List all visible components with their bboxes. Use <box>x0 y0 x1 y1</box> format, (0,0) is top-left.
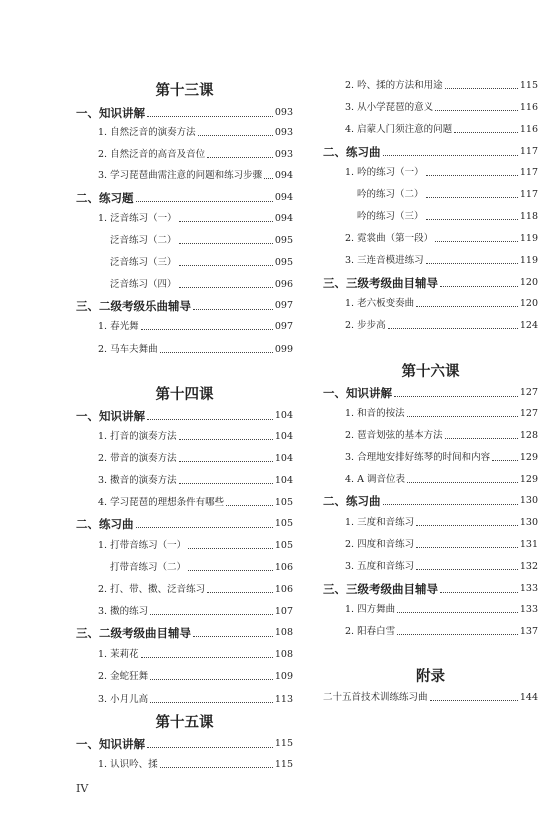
dot-leader <box>226 505 273 506</box>
entry-title: 2. 琶音划弦的基本方法 <box>345 430 443 441</box>
toc-section-entry[interactable] <box>323 145 538 159</box>
dot-leader <box>397 634 518 635</box>
dot-leader <box>416 569 518 570</box>
toc-entry[interactable] <box>323 298 538 310</box>
dot-leader <box>150 702 273 703</box>
dot-leader <box>426 175 518 176</box>
toc-entry[interactable] <box>76 213 293 225</box>
lesson-13-heading: 第十三课 <box>155 82 214 99</box>
entry-page-number: 124 <box>519 320 538 331</box>
dot-leader <box>383 155 518 156</box>
entry-title: 泛音练习（二） <box>110 235 177 246</box>
entry-title: 1. 打带音练习（一） <box>98 540 187 551</box>
toc-section-entry[interactable] <box>323 276 538 290</box>
entry-page-number: 105 <box>274 540 293 551</box>
toc-entry[interactable] <box>323 102 538 114</box>
dot-leader <box>416 306 518 307</box>
dot-leader <box>198 135 273 136</box>
entry-page-number: 129 <box>519 452 538 463</box>
entry-page-number: 095 <box>274 235 293 246</box>
dot-leader <box>160 352 273 353</box>
toc-entry[interactable] <box>76 497 293 509</box>
entry-page-number: 093 <box>274 149 293 160</box>
entry-title: 3. 合理地安排好练琴的时间和内容 <box>345 452 491 463</box>
toc-entry[interactable] <box>76 584 293 596</box>
entry-page-number: 096 <box>274 279 293 290</box>
entry-page-number: 120 <box>519 277 538 288</box>
toc-entry[interactable] <box>323 124 538 136</box>
entry-title: 1. 打音的演奏方法 <box>98 431 177 442</box>
toc-entry[interactable] <box>323 189 538 201</box>
lesson-14-heading: 第十四课 <box>155 386 214 403</box>
dot-leader <box>179 287 273 288</box>
entry-page-number: 133 <box>519 604 538 615</box>
entry-page-number: 105 <box>274 518 293 529</box>
entry-title: 2. 四度和音练习 <box>345 539 415 550</box>
toc-entry[interactable] <box>323 452 538 464</box>
entry-title: 吟的练习（二） <box>357 189 424 200</box>
entry-page-number: 117 <box>519 167 538 178</box>
toc-entry[interactable] <box>76 149 293 161</box>
entry-title: 一、知识讲解 <box>323 386 392 400</box>
toc-entry[interactable] <box>323 626 538 638</box>
dot-leader <box>394 396 518 397</box>
entry-title: 打带音练习（二） <box>110 562 187 573</box>
toc-entry[interactable] <box>76 694 293 706</box>
toc-entry[interactable] <box>76 257 293 269</box>
entry-page-number: 115 <box>519 80 538 91</box>
entry-title: 4. 学习琵琶的理想条件有哪些 <box>98 497 225 508</box>
dot-leader <box>179 243 273 244</box>
entry-title: 1. 和音的按法 <box>345 408 405 419</box>
dot-leader <box>426 197 518 198</box>
dot-leader <box>188 548 273 549</box>
toc-section-entry[interactable] <box>76 299 293 313</box>
entry-page-number: 093 <box>274 107 293 118</box>
entry-title: 泛音练习（四） <box>110 279 177 290</box>
entry-page-number: 093 <box>274 127 293 138</box>
entry-title: 1. 茉莉花 <box>98 649 139 660</box>
toc-entry[interactable] <box>323 539 538 551</box>
toc-entry[interactable] <box>323 430 538 442</box>
dot-leader <box>179 483 273 484</box>
dot-leader <box>179 439 273 440</box>
entry-page-number: 105 <box>274 497 293 508</box>
entry-page-number: 117 <box>519 189 538 200</box>
toc-entry[interactable] <box>323 167 538 179</box>
toc-entry[interactable] <box>76 321 293 333</box>
dot-leader <box>147 419 273 420</box>
toc-entry[interactable] <box>76 453 293 465</box>
entry-page-number: 094 <box>274 213 293 224</box>
dot-leader <box>388 328 518 329</box>
toc-entry[interactable] <box>323 561 538 573</box>
entry-page-number: 116 <box>519 102 538 113</box>
toc-section-entry[interactable] <box>323 494 538 508</box>
entry-page-number: 130 <box>519 517 538 528</box>
toc-entry[interactable] <box>76 475 293 487</box>
dot-leader <box>193 636 273 637</box>
dot-leader <box>440 592 518 593</box>
entry-page-number: 129 <box>519 474 538 485</box>
entry-title: 1. 吟的练习（一） <box>345 167 424 178</box>
entry-title: 1. 自然泛音的演奏方法 <box>98 127 196 138</box>
dot-leader <box>407 482 518 483</box>
entry-title: 一、知识讲解 <box>76 737 145 751</box>
appendix-heading: 附录 <box>416 668 445 685</box>
dot-leader <box>136 527 273 528</box>
dot-leader <box>179 265 273 266</box>
dot-leader <box>435 110 518 111</box>
entry-title: 三、三级考级曲目辅导 <box>323 276 438 290</box>
entry-page-number: 104 <box>274 410 293 421</box>
page-folio: IV <box>76 782 89 795</box>
entry-page-number: 130 <box>519 495 538 506</box>
entry-page-number: 097 <box>274 321 293 332</box>
toc-entry[interactable] <box>76 431 293 443</box>
toc-entry[interactable] <box>323 517 538 529</box>
entry-title: 1. 四方舞曲 <box>345 604 396 615</box>
entry-title: 一、知识讲解 <box>76 409 145 423</box>
lesson-15-heading: 第十五课 <box>155 714 214 731</box>
entry-page-number: 133 <box>519 583 538 594</box>
entry-title: 二、练习题 <box>76 191 134 205</box>
toc-section-entry[interactable] <box>76 106 293 120</box>
entry-title: 1. 认识吟、揉 <box>98 759 158 770</box>
toc-entry[interactable] <box>323 211 538 223</box>
dot-leader <box>426 263 518 264</box>
entry-page-number: 127 <box>519 387 538 398</box>
toc-entry[interactable] <box>76 540 293 552</box>
entry-title: 4. 启蒙人门须注意的问题 <box>345 124 453 135</box>
entry-title: 1. 三度和音练习 <box>345 517 415 528</box>
toc-entry[interactable] <box>323 474 538 486</box>
entry-page-number: 119 <box>519 255 538 266</box>
toc-section-entry[interactable] <box>76 191 293 205</box>
entry-page-number: 107 <box>274 606 293 617</box>
entry-page-number: 117 <box>519 146 538 157</box>
entry-title: 2. 霓裳曲（第一段） <box>345 233 434 244</box>
dot-leader <box>492 460 518 461</box>
entry-page-number: 108 <box>274 627 293 638</box>
entry-page-number: 127 <box>519 408 538 419</box>
dot-leader <box>141 329 273 330</box>
entry-page-number: 131 <box>519 539 538 550</box>
dot-leader <box>440 286 518 287</box>
toc-entry[interactable] <box>323 233 538 245</box>
toc-section-entry[interactable] <box>76 626 293 640</box>
entry-page-number: 094 <box>274 170 293 181</box>
entry-title: 三、二级考级曲目辅导 <box>76 626 191 640</box>
dot-leader <box>435 241 518 242</box>
toc-entry[interactable] <box>76 562 293 574</box>
entry-title: 三、三级考级曲目辅导 <box>323 582 438 596</box>
toc-entry[interactable] <box>76 344 293 356</box>
entry-title: 2. 打、带、擞、泛音练习 <box>98 584 206 595</box>
dot-leader <box>179 461 273 462</box>
dot-leader <box>150 679 273 680</box>
dot-leader <box>188 570 273 571</box>
entry-page-number: 104 <box>274 475 293 486</box>
entry-page-number: 144 <box>519 692 538 703</box>
entry-page-number: 116 <box>519 124 538 135</box>
dot-leader <box>416 547 518 548</box>
toc-entry[interactable] <box>323 80 538 92</box>
toc-entry[interactable] <box>76 127 293 139</box>
entry-page-number: 109 <box>274 671 293 682</box>
entry-title: 二、练习曲 <box>323 145 381 159</box>
dot-leader <box>147 116 273 117</box>
entry-page-number: 097 <box>274 300 293 311</box>
entry-title: 2. 步步高 <box>345 320 386 331</box>
entry-title: 4. A 调音位表 <box>345 474 405 485</box>
entry-title: 2. 吟、揉的方法和用途 <box>345 80 443 91</box>
entry-title: 3. 擞音的演奏方法 <box>98 475 177 486</box>
entry-page-number: 099 <box>274 344 293 355</box>
entry-title: 2. 马车夫舞曲 <box>98 344 158 355</box>
dot-leader <box>179 221 273 222</box>
toc-entry[interactable] <box>323 692 538 704</box>
entry-title: 1. 泛音练习（一） <box>98 213 177 224</box>
toc-entry[interactable] <box>323 604 538 616</box>
entry-page-number: 115 <box>274 738 293 749</box>
toc-section-entry[interactable] <box>76 409 293 423</box>
toc-entry[interactable] <box>76 606 293 618</box>
entry-title: 三、二级考级乐曲辅导 <box>76 299 191 313</box>
entry-title: 3. 学习琵琶曲需注意的问题和练习步骤 <box>98 170 263 181</box>
toc-entry[interactable] <box>76 279 293 291</box>
toc-section-entry[interactable] <box>76 737 293 751</box>
entry-page-number: 106 <box>274 562 293 573</box>
dot-leader <box>445 438 518 439</box>
dot-leader <box>454 132 518 133</box>
dot-leader <box>147 747 273 748</box>
lesson-16-heading: 第十六课 <box>401 363 460 380</box>
entry-page-number: 094 <box>274 192 293 203</box>
toc-entry[interactable] <box>76 170 293 182</box>
dot-leader <box>430 700 518 701</box>
toc-entry[interactable] <box>76 649 293 661</box>
entry-title: 1. 老六板变奏曲 <box>345 298 415 309</box>
dot-leader <box>193 309 273 310</box>
toc-entry[interactable] <box>76 759 293 771</box>
entry-page-number: 118 <box>519 211 538 222</box>
entry-title: 2. 金蛇狂舞 <box>98 671 149 682</box>
dot-leader <box>426 219 518 220</box>
entry-page-number: 119 <box>519 233 538 244</box>
dot-leader <box>383 504 518 505</box>
toc-section-entry[interactable] <box>76 517 293 531</box>
entry-title: 2. 带音的演奏方法 <box>98 453 177 464</box>
entry-title: 二、练习曲 <box>76 517 134 531</box>
dot-leader <box>207 592 273 593</box>
toc-entry[interactable] <box>323 255 538 267</box>
entry-title: 二十五首技术训练练习曲 <box>323 692 428 703</box>
entry-page-number: 106 <box>274 584 293 595</box>
entry-page-number: 104 <box>274 453 293 464</box>
entry-page-number: 113 <box>274 694 293 705</box>
entry-title: 3. 从小学琵琶的意义 <box>345 102 434 113</box>
dot-leader <box>407 416 518 417</box>
entry-page-number: 115 <box>274 759 293 770</box>
dot-leader <box>207 157 273 158</box>
entry-title: 2. 自然泛音的高音及音位 <box>98 149 206 160</box>
toc-entry[interactable] <box>323 320 538 332</box>
toc-entry[interactable] <box>323 408 538 420</box>
entry-page-number: 104 <box>274 431 293 442</box>
toc-section-entry[interactable] <box>323 386 538 400</box>
dot-leader <box>160 767 273 768</box>
dot-leader <box>141 657 273 658</box>
entry-page-number: 128 <box>519 430 538 441</box>
entry-title: 1. 春光舞 <box>98 321 139 332</box>
entry-page-number: 108 <box>274 649 293 660</box>
entry-title: 3. 小月儿高 <box>98 694 149 705</box>
entry-page-number: 132 <box>519 561 538 572</box>
dot-leader <box>136 201 273 202</box>
entry-page-number: 137 <box>519 626 538 637</box>
toc-entry[interactable] <box>76 235 293 247</box>
entry-title: 3. 五度和音练习 <box>345 561 415 572</box>
entry-title: 一、知识讲解 <box>76 106 145 120</box>
entry-title: 泛音练习（三） <box>110 257 177 268</box>
dot-leader <box>264 178 273 179</box>
dot-leader <box>416 525 518 526</box>
dot-leader <box>150 614 273 615</box>
entry-title: 3. 三连音模进练习 <box>345 255 424 266</box>
entry-title: 2. 阳春白雪 <box>345 626 396 637</box>
toc-entry[interactable] <box>76 671 293 683</box>
toc-section-entry[interactable] <box>323 582 538 596</box>
entry-page-number: 095 <box>274 257 293 268</box>
dot-leader <box>445 88 518 89</box>
entry-title: 3. 擞的练习 <box>98 606 149 617</box>
entry-title: 二、练习曲 <box>323 494 381 508</box>
entry-page-number: 120 <box>519 298 538 309</box>
entry-title: 吟的练习（三） <box>357 211 424 222</box>
dot-leader <box>397 612 518 613</box>
